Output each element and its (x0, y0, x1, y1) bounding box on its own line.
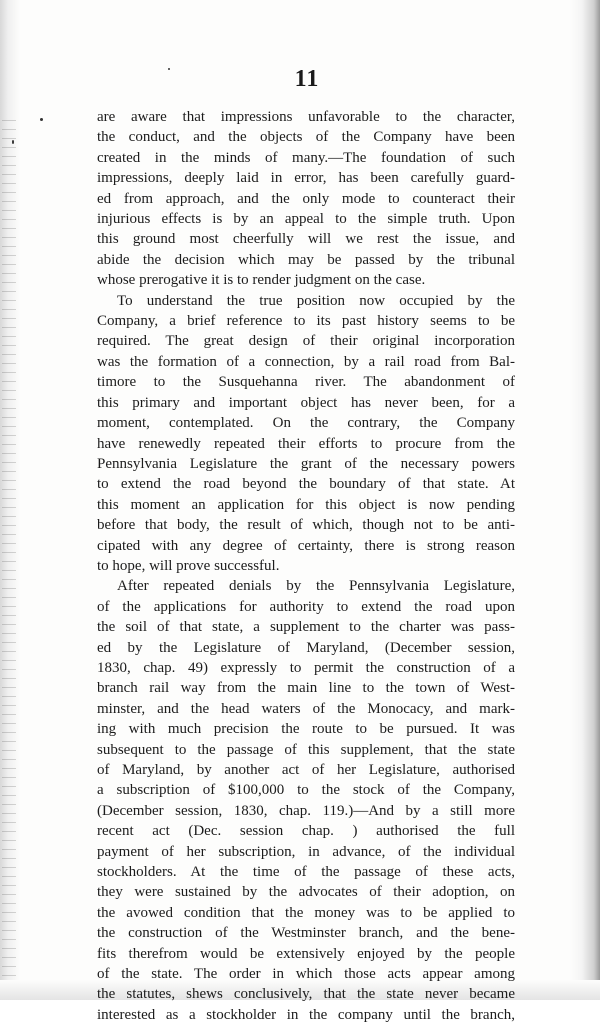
left-gutter-shadow (0, 0, 20, 1000)
text-line: ed by the Legislature of Maryland, (December session, (97, 639, 515, 656)
binding-marks (2, 120, 16, 980)
text-line: To understand the true position now occupied by the (117, 292, 515, 309)
text-line: of the applications for authority to extend the road upon (97, 598, 515, 615)
text-line: this moment an application for this object is now pending (97, 496, 515, 513)
text-line: payment of her subscription, in advance, of the individual (97, 843, 515, 860)
text-line: created in the minds of many.—The foundation of such (97, 149, 515, 166)
text-line: ed from approach, and the only mode to counteract their (97, 190, 515, 207)
text-line: moment, contemplated. On the contrary, the Company (97, 415, 515, 432)
text-line: whose prerogative it is to render judgment on the case. (97, 272, 426, 289)
text-line: are aware that impressions unfavorable to the character, (97, 109, 515, 125)
text-line: required. The great design of their original incorporation (97, 333, 515, 350)
text-line: stockholders. At the time of the passage of these acts, (97, 864, 515, 881)
paragraph (97, 107, 515, 291)
text-line: injurious effects is by an appeal to the simple truth. Upon (97, 211, 515, 228)
text-line: After repeated denials by the Pennsylvania Legislature, (117, 578, 515, 595)
text-line: to hope, will prove successful. (97, 557, 280, 574)
text-line: before that body, the result of which, though not to be anti- (97, 517, 515, 534)
paragraph (97, 576, 515, 1025)
text-line: Company, a brief reference to its past history seems to be (97, 313, 515, 330)
text-line: timore to the Susquehanna river. The abandonment of (97, 374, 515, 391)
right-edge-shadow (570, 0, 600, 1000)
text-line: 1830, chap. 49) expressly to permit the construction of a (97, 659, 515, 676)
text-line: this ground most cheerfully will we rest the issue, and (97, 231, 515, 248)
body-text (97, 107, 515, 1025)
ink-speck (40, 118, 43, 121)
text-line: the avowed condition that the money was to be applied to (97, 904, 515, 921)
text-line: impressions, deeply laid in error, has been carefully guard- (97, 170, 515, 187)
ink-speck (12, 140, 14, 144)
text-line: of the state. The order in which those acts appear among (97, 966, 515, 983)
text-line: ing with much precision the route to be pursued. It was (97, 721, 515, 738)
page-number: 11 (294, 66, 320, 92)
text-line: recent act (Dec. session chap. ) authorised the full (97, 823, 515, 840)
text-line: (December session, 1830, chap. 119.)—And by a still more (97, 802, 515, 819)
text-line: was the formation of a connection, by a rail road from Bal- (97, 353, 515, 370)
text-line: subsequent to the passage of this supplement, that the state (97, 741, 515, 758)
text-line: this primary and important object has never been, for a (97, 394, 515, 411)
text-line: a subscription of $100,000 to the stock of the Company, (97, 782, 515, 799)
text-line: the construction of the Westminster branch, and the bene- (97, 925, 515, 942)
text-line: of Maryland, by another act of her Legislature, authorised (97, 762, 515, 778)
text-line: the soil of that state, a supplement to the charter was pass- (97, 619, 515, 636)
text-line: the statutes, shews conclusively, that the state never became (97, 986, 515, 1003)
text-line: abide the decision which may be passed by the tribunal (97, 251, 515, 268)
text-line: Pennsylvania Legislature the grant of the necessary powers (97, 455, 515, 472)
paragraph (97, 291, 515, 577)
text-line: have renewedly repeated their efforts to procure from the (97, 435, 515, 452)
text-line: they were sustained by the advocates of their adoption, on (97, 884, 515, 901)
text-line: the conduct, and the objects of the Company have been (97, 129, 515, 146)
text-line: fits therefrom would be extensively enjoyed by the people (97, 945, 515, 962)
text-line: interested as a stockholder in the company until the branch, (97, 1006, 515, 1023)
text-line: branch rail way from the main line to the town of West- (97, 680, 515, 697)
text-line: to extend the road beyond the boundary of that state. At (97, 476, 515, 493)
text-line: minster, and the head waters of the Monocacy, and mark- (97, 700, 515, 717)
text-line: cipated with any degree of certainty, there is strong reason (97, 537, 515, 554)
